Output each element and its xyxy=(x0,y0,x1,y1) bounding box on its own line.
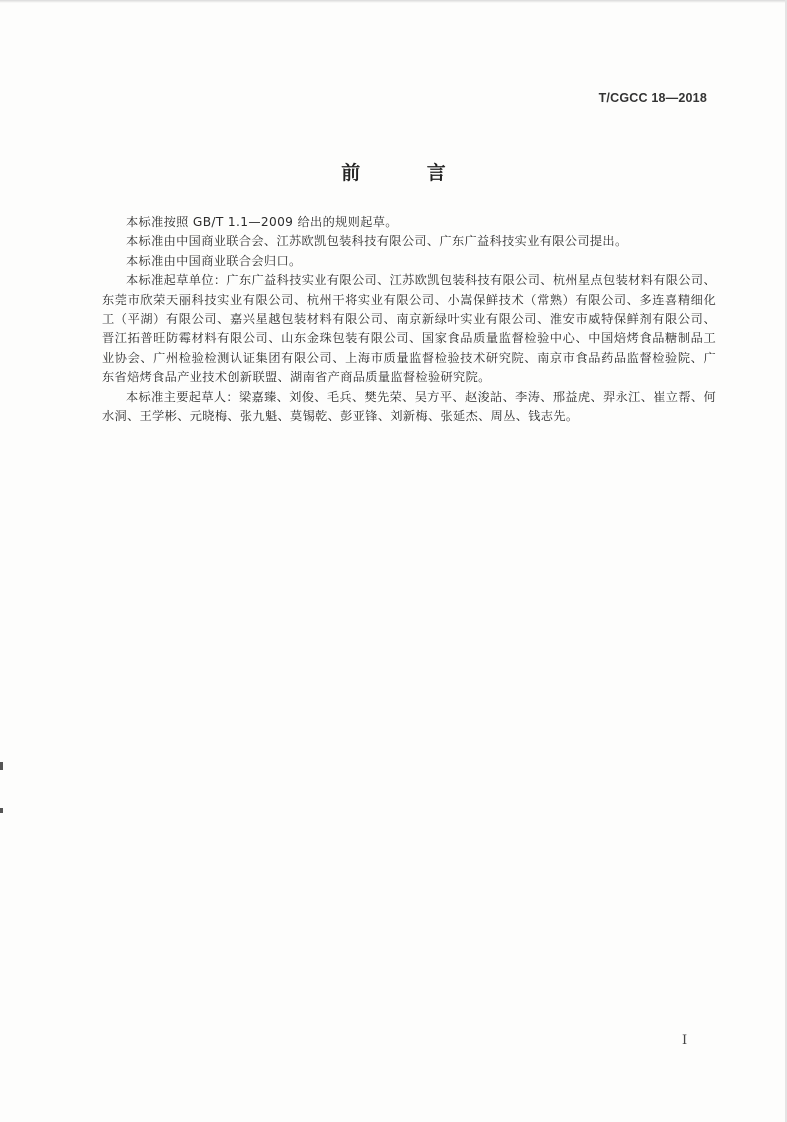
page-title: 前 言 xyxy=(341,162,476,184)
paragraph-drafters: 本标准主要起草人：梁嘉臻、刘俊、毛兵、樊先荣、吴方平、赵浚詀、李涛、邢益虎、羿永江、崔立帮、何水洞、王学彬、元晓梅、张九魁、莫锡乾、彭亚锋、刘新梅、张延杰、周丛、钱志先。 xyxy=(102,389,716,424)
paragraph-drafting-rules: 本标准按照 GB/T 1.1—2009 给出的规则起草。 xyxy=(126,215,398,229)
page-number: I xyxy=(682,1033,688,1048)
paragraph-proposers: 本标准由中国商业联合会、江苏欧凯包装科技有限公司、广东广益科技实业有限公司提出。 xyxy=(126,234,628,249)
paragraph-administration: 本标准由中国商业联合会归口。 xyxy=(126,253,302,268)
standard-code: T/CGCC 18—2018 xyxy=(598,91,707,105)
paragraph-drafting-units: 本标准起草单位：广东广益科技实业有限公司、江苏欧凯包装科技有限公司、杭州星点包装材料有限公司、东莞市欣荣天丽科技实业有限公司、杭州干将实业有限公司、小嵩保鲜技术（常熟）有限公司、多连喜精细化工（平湖）有限公司、嘉兴星越包装材料有限公司、南京新绿叶实业有限公司、淮安市威特保鲜剂有限公司、晋江拓普旺防霉材料有限公司、山东金珠包装有限公司、国家食品质量监督检验中心、中国焙烤食品糖制品工业协会、广州检验检测认证集团有限公司、上海市质量监督检验技术研究院、南京市食品药品监督检验院、广东省焙烤食品产业技术创新联盟、湖南省产商品质量监督检验研究院。 xyxy=(102,273,716,385)
scan-mark xyxy=(0,762,3,770)
foreword-body xyxy=(102,213,716,426)
scan-mark xyxy=(0,808,3,813)
scan-edge-top xyxy=(0,0,787,3)
